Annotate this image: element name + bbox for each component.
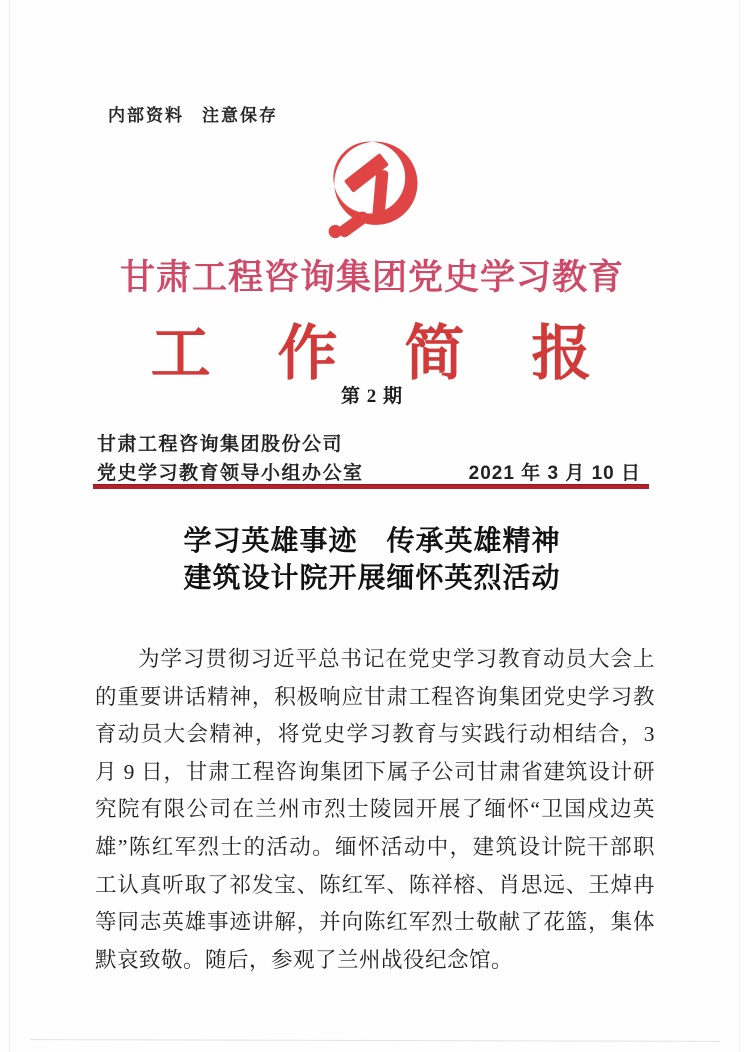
publisher-block: [97, 430, 649, 488]
publisher-line2: 党史学习教育领导小组办公室: [97, 463, 364, 484]
classification-internal-label: 内部资料: [108, 106, 184, 125]
party-emblem-hammer-sickle-icon: [316, 136, 432, 240]
masthead-divider-rule: [93, 484, 649, 489]
article-headline-line2: 建筑设计院开展缅怀英烈活动: [183, 562, 561, 593]
classification-notice: [108, 101, 278, 126]
scan-edge-bottom: [30, 1039, 720, 1042]
classification-keep-label: 注意保存: [202, 106, 278, 125]
bulletin-title: 工 作 简 报: [150, 319, 594, 389]
article-body: 为学习贯彻习近平总书记在党史学习教育动员大会上的重要讲话精神，积极响应甘肃工程咨询集团党史学习教育动员大会精神，将党史学习教育与实践行动相结合，3 月 9 日，甘肃工程咨询集团下属子公司甘肃省建筑设计研究院有限公司在兰州市烈士陵园开展了缅怀“卫国戍边英雄”陈红军烈士的活动。缅怀活动中，建筑设计院干部职工认真听取了祁发宝、陈红军、陈祥榕、肖思远、王焯冉等同志英雄事迹讲解，并向陈红军烈士敬献了花篮，集体默哀致敬。随后，参观了兰州战役纪念馆。: [95, 647, 655, 972]
issue-date: 2021 年 3 月 10 日: [468, 463, 641, 484]
org-education-title: 甘肃工程咨询集团党史学习教育: [119, 258, 624, 297]
publisher-line1: 甘肃工程咨询集团股份公司: [97, 434, 344, 455]
article-headline-line1: 学习英雄事迹 传承英雄精神: [183, 525, 561, 556]
issue-number: 第 2 期: [340, 386, 403, 407]
